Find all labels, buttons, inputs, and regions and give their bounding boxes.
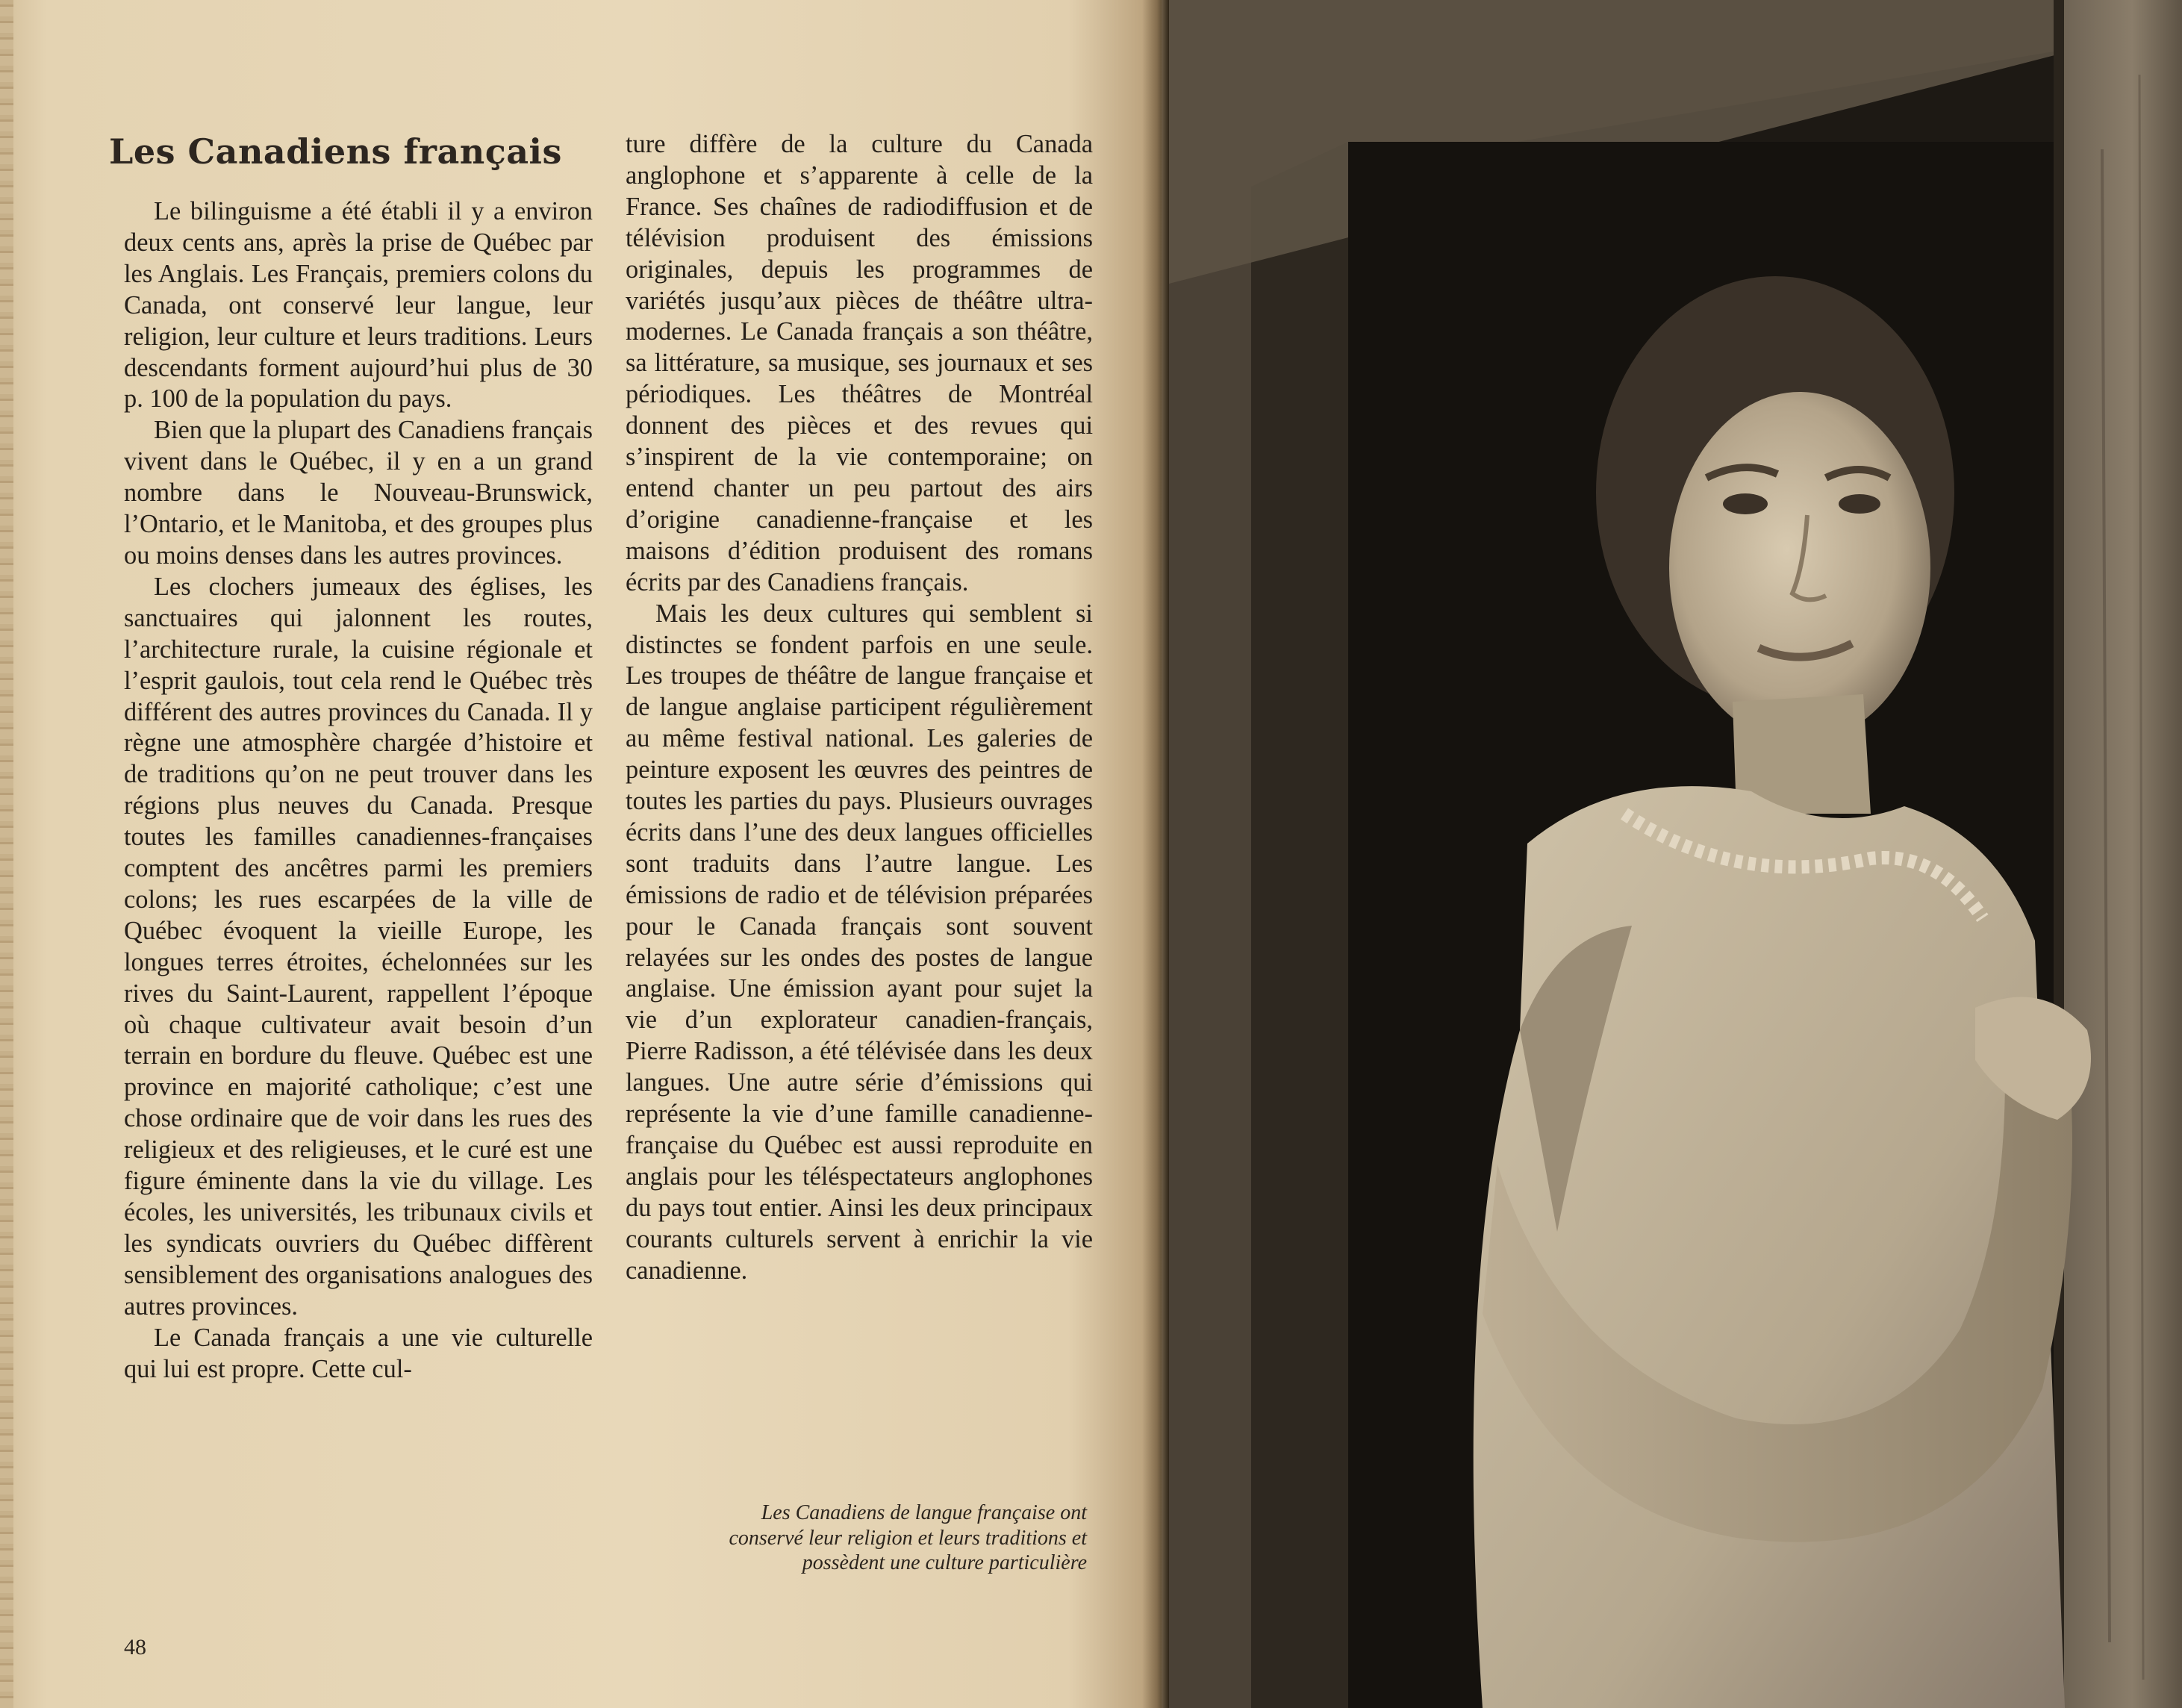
paragraph-3: Les clochers jumeaux des églises, les sanctuaires qui jalonnent les routes, l’architecture rurale, la cuisine régionale et l’esprit gaulois, tout cela rend le Québec très différent des autres provinces du Canada. Il y règne une atmosphère chargée d’histoire et de traditions qu’on ne peut trouver dans les régions plus neuves du Canada. Presque toutes les familles canadiennes-françaises comptent des ancêtres parmi les premiers colons; les rues escarpées de la ville de Québec évoquent la vieille Europe, les longues terres étroites, échelonnées sur les rives du Saint-Laurent, rappellent l’époque où chaque cultivateur avait besoin d’un terrain en bordure du fleuve. Québec est une province en majorité catholique; c’est une chose ordinaire que de voir dans les rues des religieux et des religieuses, et le curé est une figure éminente dans la vie du village. Les écoles, les universités, les tribunaux civils et les syndicats ouvriers du Québec diffèrent sensiblement des organisations analogues des autres provinces. [124,572,593,1321]
photo-caption: Les Canadiens de langue française ont conservé leur religion et leurs traditions et possèdent une culture particulière [729,1501,1087,1574]
portrait-illustration [1169,0,2182,1708]
text-column-1 [124,196,593,1385]
portrait-photo [1169,0,2182,1708]
paragraph-1: Le bilinguisme a été établi il y a environ deux cents ans, après la prise de Québec par les Anglais. Les Français, premiers colons du Canada, ont conservé leur langue, leur religion, leur culture et leurs traditions. Leurs descendants forment aujourd’hui plus de 30 p. 100 de la population du pays. [124,197,593,414]
page-number: 48 [124,1635,146,1659]
book-gutter [1142,0,1169,1708]
page-edge [0,0,13,1708]
paragraph-5: ture diffère de la culture du Canada anglophone et s’apparente à celle de la France. Ses chaînes de radiodiffusion et de télévision produisent des émissions originales, depuis les programmes de variétés jusqu’aux pièces de théâtre ultra-modernes. Le Canada français a son théâtre, sa littérature, sa musique, ses journaux et ses périodiques. Les théâtres de Montréal donnent des pièces et des revues qui s’inspirent de la vie contemporaine; on entend chanter un peu partout des airs d’origine canadienne-française et les maisons d’édition produisent des romans écrits par des Canadiens français. [626,130,1093,596]
text-column-2 [626,129,1093,1287]
paragraph-2: Bien que la plupart des Canadiens français vivent dans le Québec, il y en a un grand nombre dans le Nouveau-Brunswick, l’Ontario, et le Manitoba, et des groupes plus ou moins denses dans les autres provinces. [124,416,593,570]
paragraph-4: Le Canada français a une vie culturelle qui lui est propre. Cette cul- [124,1323,593,1383]
section-heading: Les Canadiens français [109,131,562,172]
paragraph-6: Mais les deux cultures qui semblent si distinctes se fondent parfois en une seule. Les troupes de théâtre de langue française et de langue anglaise participent régulièrement au même festival national. Les galeries de peinture exposent les œuvres des peintres de toutes les parties du pays. Plusieurs ouvrages écrits dans l’une des deux langues officielles sont traduits dans l’autre langue. Les émissions de radio et de télévision préparées pour le Canada français sont souvent relayées sur les ondes des postes de langue anglaise. Une émission ayant pour sujet la vie d’un explorateur canadien-français, Pierre Radisson, a été télévisée dans les deux langues. Une autre série d’émissions qui représente la vie d’une famille canadienne-française du Québec est aussi reproduite en anglais pour les téléspectateurs anglophones du pays tout entier. Ainsi les deux principaux courants culturels servent à enrichir la vie canadienne. [626,599,1093,1285]
